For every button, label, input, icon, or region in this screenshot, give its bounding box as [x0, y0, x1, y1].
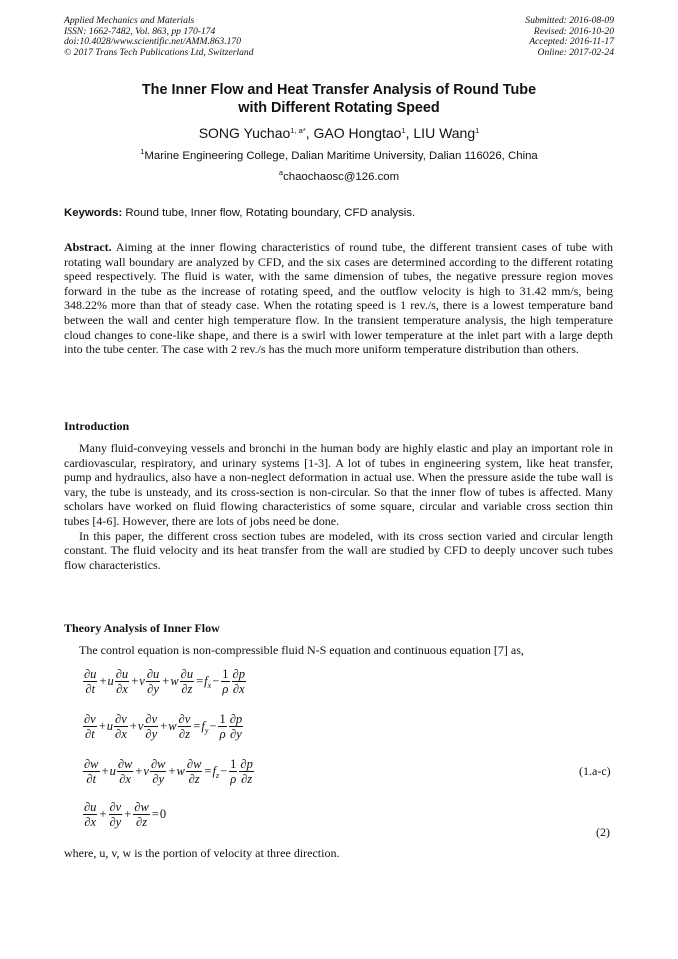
equation-2	[82, 800, 166, 829]
math-symbol: +	[99, 807, 107, 821]
math-symbol: ∂p	[240, 757, 253, 771]
math-symbol	[201, 719, 208, 735]
math-symbol: ∂v	[109, 800, 122, 814]
math-symbol: =	[204, 764, 212, 778]
math-symbol: ∂p	[229, 712, 243, 726]
journal-name: Applied Mechanics and Materials	[64, 15, 195, 26]
math-symbol: +	[162, 674, 170, 688]
math-symbol: ∂u	[146, 667, 160, 681]
math-symbol: ∂y	[109, 815, 122, 829]
math-symbol: ρ	[230, 772, 237, 786]
math-symbol: +	[131, 674, 139, 688]
math-symbol: +	[98, 719, 106, 733]
equation-1b	[82, 712, 244, 741]
math-symbol: +	[160, 719, 168, 733]
equation-explanation: where, u, v, w is the portion of velocity at three direction.	[64, 846, 340, 860]
math-symbol: v	[143, 764, 149, 778]
author-separator: ,	[305, 125, 314, 141]
author-email	[40, 168, 638, 183]
partial-fraction	[109, 800, 123, 829]
math-symbol: ∂x	[119, 772, 131, 786]
author-name: LIU Wang	[413, 125, 476, 141]
math-symbol: +	[124, 807, 132, 821]
partial-fraction	[83, 800, 97, 829]
equation-number-1: (1.a-c)	[579, 764, 611, 778]
math-symbol: +	[168, 764, 176, 778]
submission-dates	[525, 16, 614, 58]
equation-1a	[82, 667, 247, 696]
math-symbol: f	[212, 763, 216, 778]
partial-fraction	[180, 667, 194, 696]
journal-info	[64, 16, 254, 58]
partial-fraction	[146, 667, 160, 696]
abstract-label: Abstract.	[64, 240, 112, 254]
introduction-body	[64, 441, 613, 572]
affiliation-text: Marine Engineering College, Dalian Maritime University, Dalian 116026, China	[144, 150, 538, 162]
math-symbol: ∂p	[232, 667, 245, 681]
partial-fraction	[178, 712, 192, 741]
math-symbol: ∂y	[145, 727, 158, 741]
math-symbol: ∂u	[180, 667, 194, 681]
abstract-text: Aiming at the inner flowing characteristics of round tube, the different transient cases of tube with rotating wall boundary are analyzed by CFD, and the six cases are determined according to the different rotating speed respectively. The fluid is water, with the same dimension of tubes, the negative pressure region moves forward in the tube as the increase of rotating speed, and the outflow velocity is high to 31.42 mm/s, being 348.22% more than that of steady case. When the rotating speed is 1 rev./s, there is a lowest temperature band between the wall and center high temperature flow. In the transient temperature analysis, the high temperature cloud changes to cone-like shape, and there is a swirl with lower temperature at the inlet part with a large depth into the tube center. The case with 2 rev./s has the much more uniform temperature distribution than others.	[64, 240, 613, 357]
math-symbol: f	[204, 673, 208, 688]
partial-fraction	[133, 800, 150, 829]
author-name: SONG Yuchao	[198, 125, 291, 141]
math-symbol: ∂v	[145, 712, 158, 726]
partial-fraction	[83, 667, 97, 696]
math-symbol: u	[106, 719, 114, 733]
partial-fraction	[150, 757, 167, 786]
math-symbol: v	[139, 674, 145, 688]
math-symbol: z	[215, 770, 220, 780]
author-list	[40, 125, 638, 141]
title-line-2: with Different Rotating Speed	[238, 100, 440, 116]
introduction-paragraph: In this paper, the different cross section tubes are modeled, with its cross section varied and circular length constant. The fluid velocity and its heat transfer from the wall are studied by CFD to deeply uncover such tubes flow characteristics.	[64, 528, 613, 572]
math-symbol: −	[220, 764, 228, 778]
author-affil-mark: 1, a*	[290, 126, 306, 135]
email-mark: a	[278, 168, 284, 177]
keywords	[64, 207, 415, 219]
math-symbol: ∂u	[84, 667, 97, 681]
math-symbol	[212, 764, 219, 780]
math-symbol: ∂x	[84, 815, 97, 829]
math-symbol	[204, 674, 211, 690]
math-symbol: x	[207, 680, 212, 690]
date-online: Online: 2017-02-24	[537, 46, 614, 58]
math-symbol: =	[196, 674, 204, 688]
journal-copyright: © 2017 Trans Tech Publications Ltd, Switzerland	[64, 46, 254, 58]
partial-fraction	[232, 667, 246, 696]
author-name: GAO Hongtao	[313, 125, 402, 141]
partial-fraction	[239, 757, 253, 786]
journal-issn: ISSN: 1662-7482, Vol. 863, pp 170-174	[64, 25, 216, 37]
math-symbol: v	[137, 719, 144, 733]
math-symbol: ρ	[219, 727, 226, 741]
partial-fraction	[83, 712, 97, 741]
math-symbol: ∂t	[86, 772, 97, 786]
math-symbol: +	[101, 764, 109, 778]
math-symbol: ∂x	[116, 682, 128, 696]
author-affil-mark: 1	[401, 126, 406, 135]
math-symbol: f	[201, 718, 205, 733]
section-heading-theory: Theory Analysis of Inner Flow	[64, 621, 220, 635]
journal-doi: doi:10.4028/www.scientific.net/AMM.863.170	[64, 36, 242, 48]
partial-fraction	[229, 712, 243, 741]
partial-fraction	[229, 757, 237, 786]
math-symbol: +	[129, 719, 137, 733]
math-symbol: u	[107, 674, 114, 688]
math-symbol: =	[193, 719, 201, 733]
math-symbol: 1	[222, 667, 229, 681]
math-symbol: ∂w	[134, 800, 149, 814]
math-symbol: ∂w	[84, 757, 99, 771]
control-equation-intro: The control equation is non-compressible fluid N-S equation and continuous equation [7] as,	[79, 643, 524, 657]
keywords-label: Keywords:	[64, 207, 123, 219]
partial-fraction	[221, 667, 229, 696]
partial-fraction	[117, 757, 134, 786]
math-symbol: w	[168, 719, 177, 733]
math-symbol: w	[170, 674, 179, 688]
introduction-paragraph: Many fluid-conveying vessels and bronchi in the human body are highly elastic and play an important role in cardiovascular, respiratory, and urinary systems [1-3]. A lot of tubes in engineering system, like heat transfer, pump and hydraulics, also have a non-neglect deformation in actual use. When the pressure aside the tube wall is vary, the tube is unsteady, and its cross-section is non-circular. So that the inner flow of tubes is affected. Many scholars have worked on fluid flowing characteristics of some square, circular and variable cross section thin tubes [4-6]. However, there are lots of jobs need be done.	[64, 441, 613, 528]
math-symbol: ∂u	[84, 800, 97, 814]
affiliation	[40, 147, 638, 162]
math-symbol: ∂y	[152, 772, 165, 786]
title-line-1: The Inner Flow and Heat Transfer Analysis of Round Tube	[141, 82, 537, 98]
author-affil-mark: 1	[475, 126, 480, 135]
math-symbol: ∂z	[188, 772, 200, 786]
math-symbol: ∂u	[115, 667, 129, 681]
equation-number-2: (2)	[596, 825, 610, 839]
equation-1c	[82, 757, 255, 786]
partial-fraction	[114, 712, 128, 741]
math-symbol: w	[176, 764, 185, 778]
math-symbol: ∂x	[232, 682, 245, 696]
math-symbol: ∂z	[178, 727, 190, 741]
author-separator: ,	[405, 125, 414, 141]
math-symbol: ∂x	[115, 727, 127, 741]
math-symbol: ∂y	[230, 727, 242, 741]
partial-fraction	[186, 757, 203, 786]
math-symbol: u	[109, 764, 116, 778]
math-symbol: ∂z	[181, 682, 193, 696]
math-symbol: +	[135, 764, 143, 778]
math-symbol: ∂t	[85, 682, 96, 696]
math-symbol: ∂v	[84, 712, 96, 726]
math-symbol: −	[212, 674, 220, 688]
math-symbol: 1	[230, 757, 237, 771]
affiliation-mark: 1	[140, 147, 145, 156]
partial-fraction	[144, 712, 158, 741]
math-symbol: ∂w	[150, 757, 166, 771]
math-symbol: ∂v	[178, 712, 191, 726]
date-revised: Revised: 2016-10-20	[533, 25, 614, 37]
math-symbol: ∂z	[241, 772, 253, 786]
partial-fraction	[83, 757, 100, 786]
math-symbol: −	[209, 719, 217, 733]
math-symbol: =	[151, 807, 159, 821]
math-symbol: ∂y	[147, 682, 159, 696]
math-symbol: +	[99, 674, 107, 688]
partial-fraction	[115, 667, 129, 696]
math-symbol: 1	[219, 712, 226, 726]
math-symbol: 0	[159, 807, 167, 821]
math-symbol: ∂w	[117, 757, 133, 771]
math-symbol: ρ	[222, 682, 229, 696]
partial-fraction	[218, 712, 226, 741]
math-symbol: ∂t	[85, 727, 95, 741]
math-symbol: ∂w	[186, 757, 202, 771]
date-accepted: Accepted: 2016-11-17	[529, 36, 614, 48]
math-symbol: ∂z	[136, 815, 148, 829]
paper-title	[40, 81, 638, 117]
abstract	[64, 240, 613, 357]
email-text: chaochaosc@126.com	[283, 171, 400, 183]
date-submitted: Submitted: 2016-08-09	[525, 15, 614, 26]
math-symbol: ∂v	[115, 712, 127, 726]
section-heading-introduction: Introduction	[64, 419, 130, 433]
keywords-text: Round tube, Inner flow, Rotating boundary, CFD analysis.	[122, 207, 416, 219]
math-symbol: y	[204, 725, 209, 735]
